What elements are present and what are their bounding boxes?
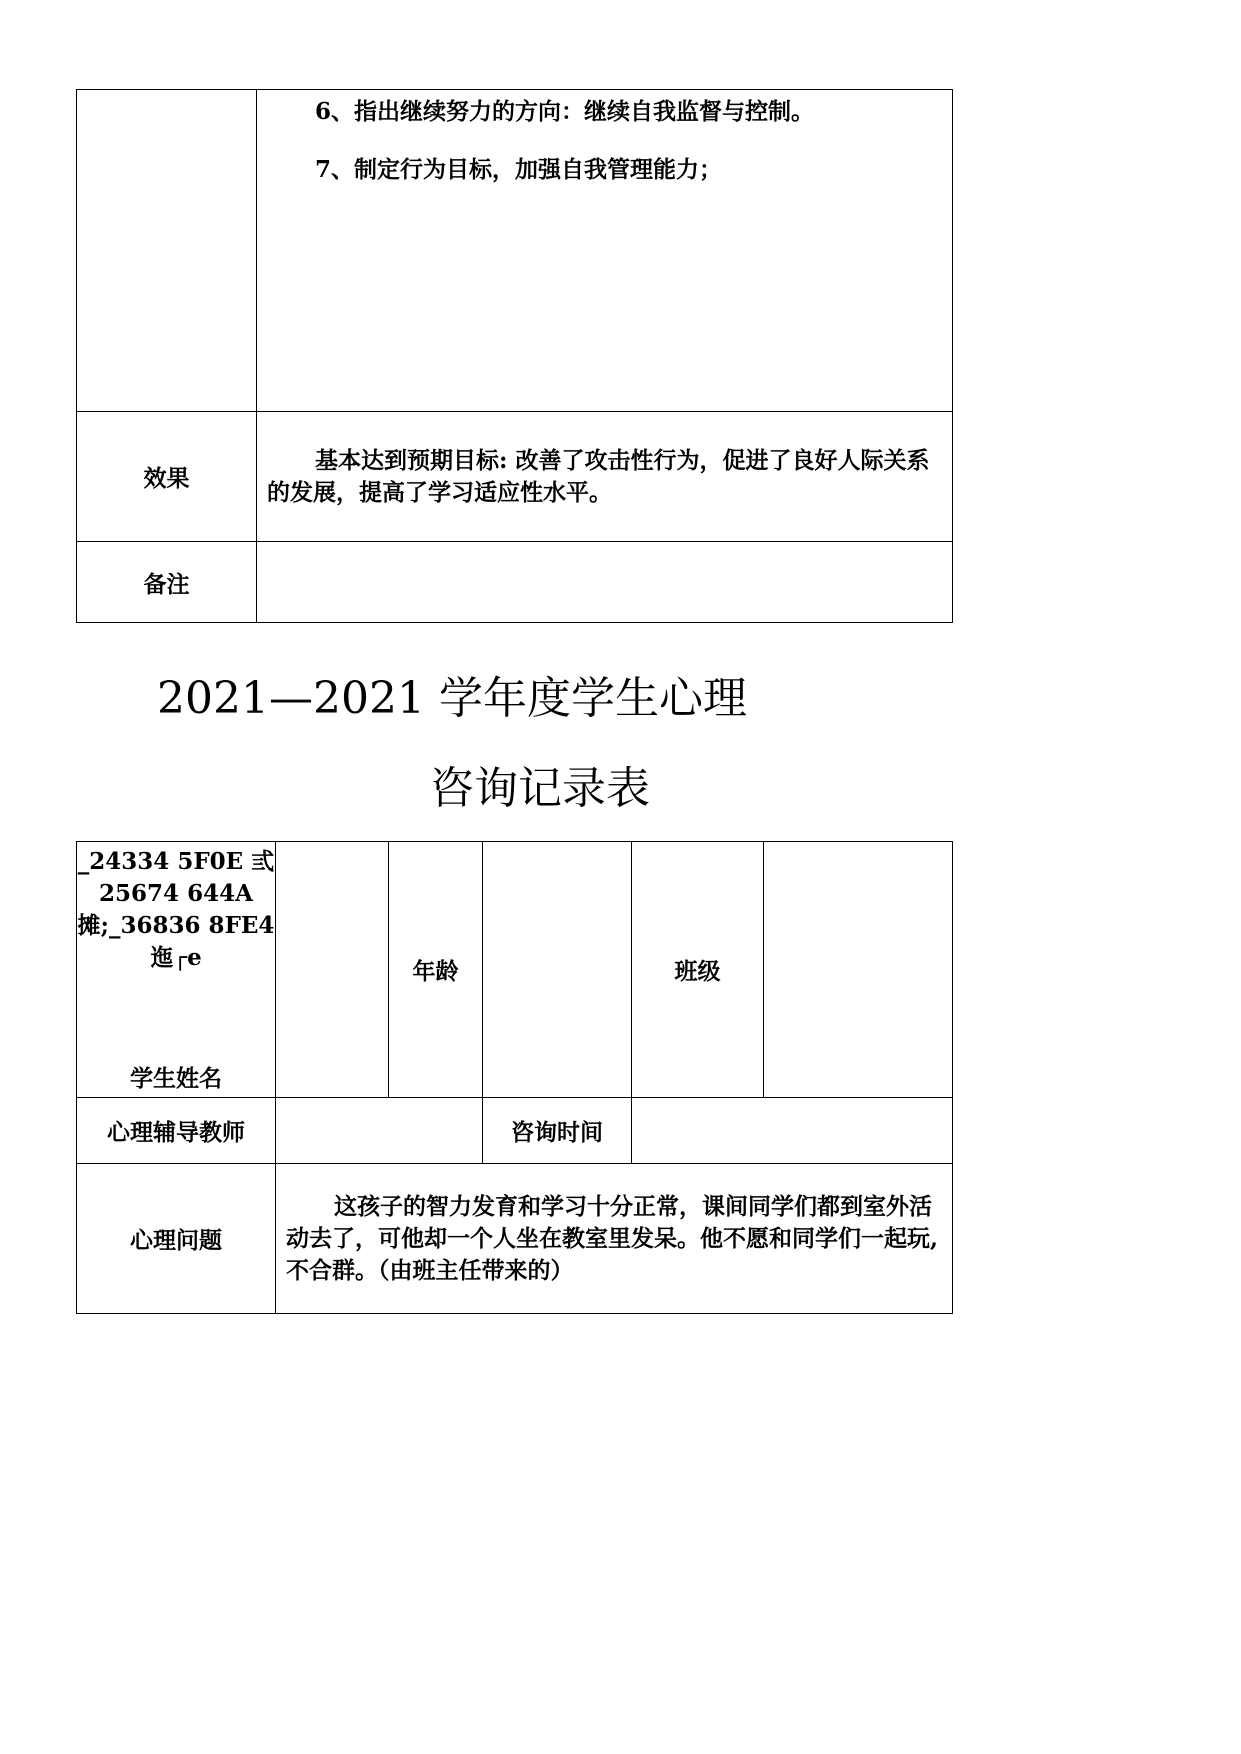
garbled-line: 迤┌e	[150, 944, 202, 971]
remarks-label: 备注	[77, 542, 257, 623]
garbled-line: _24334 5F0E 弎	[77, 848, 275, 875]
class-value	[764, 842, 953, 1098]
consult-time-value	[632, 1098, 953, 1164]
remarks-value	[257, 542, 953, 623]
effect-text: 基本达到预期目标: 改善了攻击性行为，促进了良好人际关系的发展，提高了学习适应性水平。	[267, 446, 930, 506]
age-label: 年龄	[389, 842, 483, 1098]
problem-label: 心理问题	[77, 1164, 276, 1314]
student-name-value	[276, 842, 389, 1098]
page-title-line1: 2021—2021 学年度学生心理	[157, 673, 747, 724]
empty-label-cell	[77, 90, 257, 412]
problem-text: 这孩子的智力发育和学习十分正常，课间同学们都到室外活动去了，可他却一个人坐在教室里发呆。他不愿和同学们一起玩, 不合群。（由班主任带来的）	[286, 1192, 939, 1284]
student-name-label-cell	[77, 842, 276, 1098]
effect-label: 效果	[77, 412, 257, 542]
teacher-label: 心理辅导教师	[77, 1098, 276, 1164]
class-label: 班级	[632, 842, 764, 1098]
consult-time-label: 咨询时间	[483, 1098, 632, 1164]
student-name-label: 学生姓名	[130, 1065, 222, 1092]
age-value	[483, 842, 632, 1098]
consultation-record-table	[76, 841, 953, 1314]
steps-cell	[257, 90, 953, 412]
garbled-line: 摊;_36836 8FE4	[77, 912, 275, 939]
step-7-text: 7、制定行为目标，加强自我管理能力；	[315, 156, 723, 183]
page-title-line2: 咨询记录表	[430, 763, 650, 814]
effect-text-cell	[257, 412, 953, 542]
problem-text-cell	[276, 1164, 953, 1314]
garbled-text-block	[77, 842, 275, 974]
step-6-text: 6、指出继续努力的方向：继续自我监督与控制。	[315, 98, 815, 125]
counseling-continued-table	[76, 89, 953, 623]
teacher-value	[276, 1098, 483, 1164]
garbled-line: 25674 644A	[99, 880, 253, 907]
